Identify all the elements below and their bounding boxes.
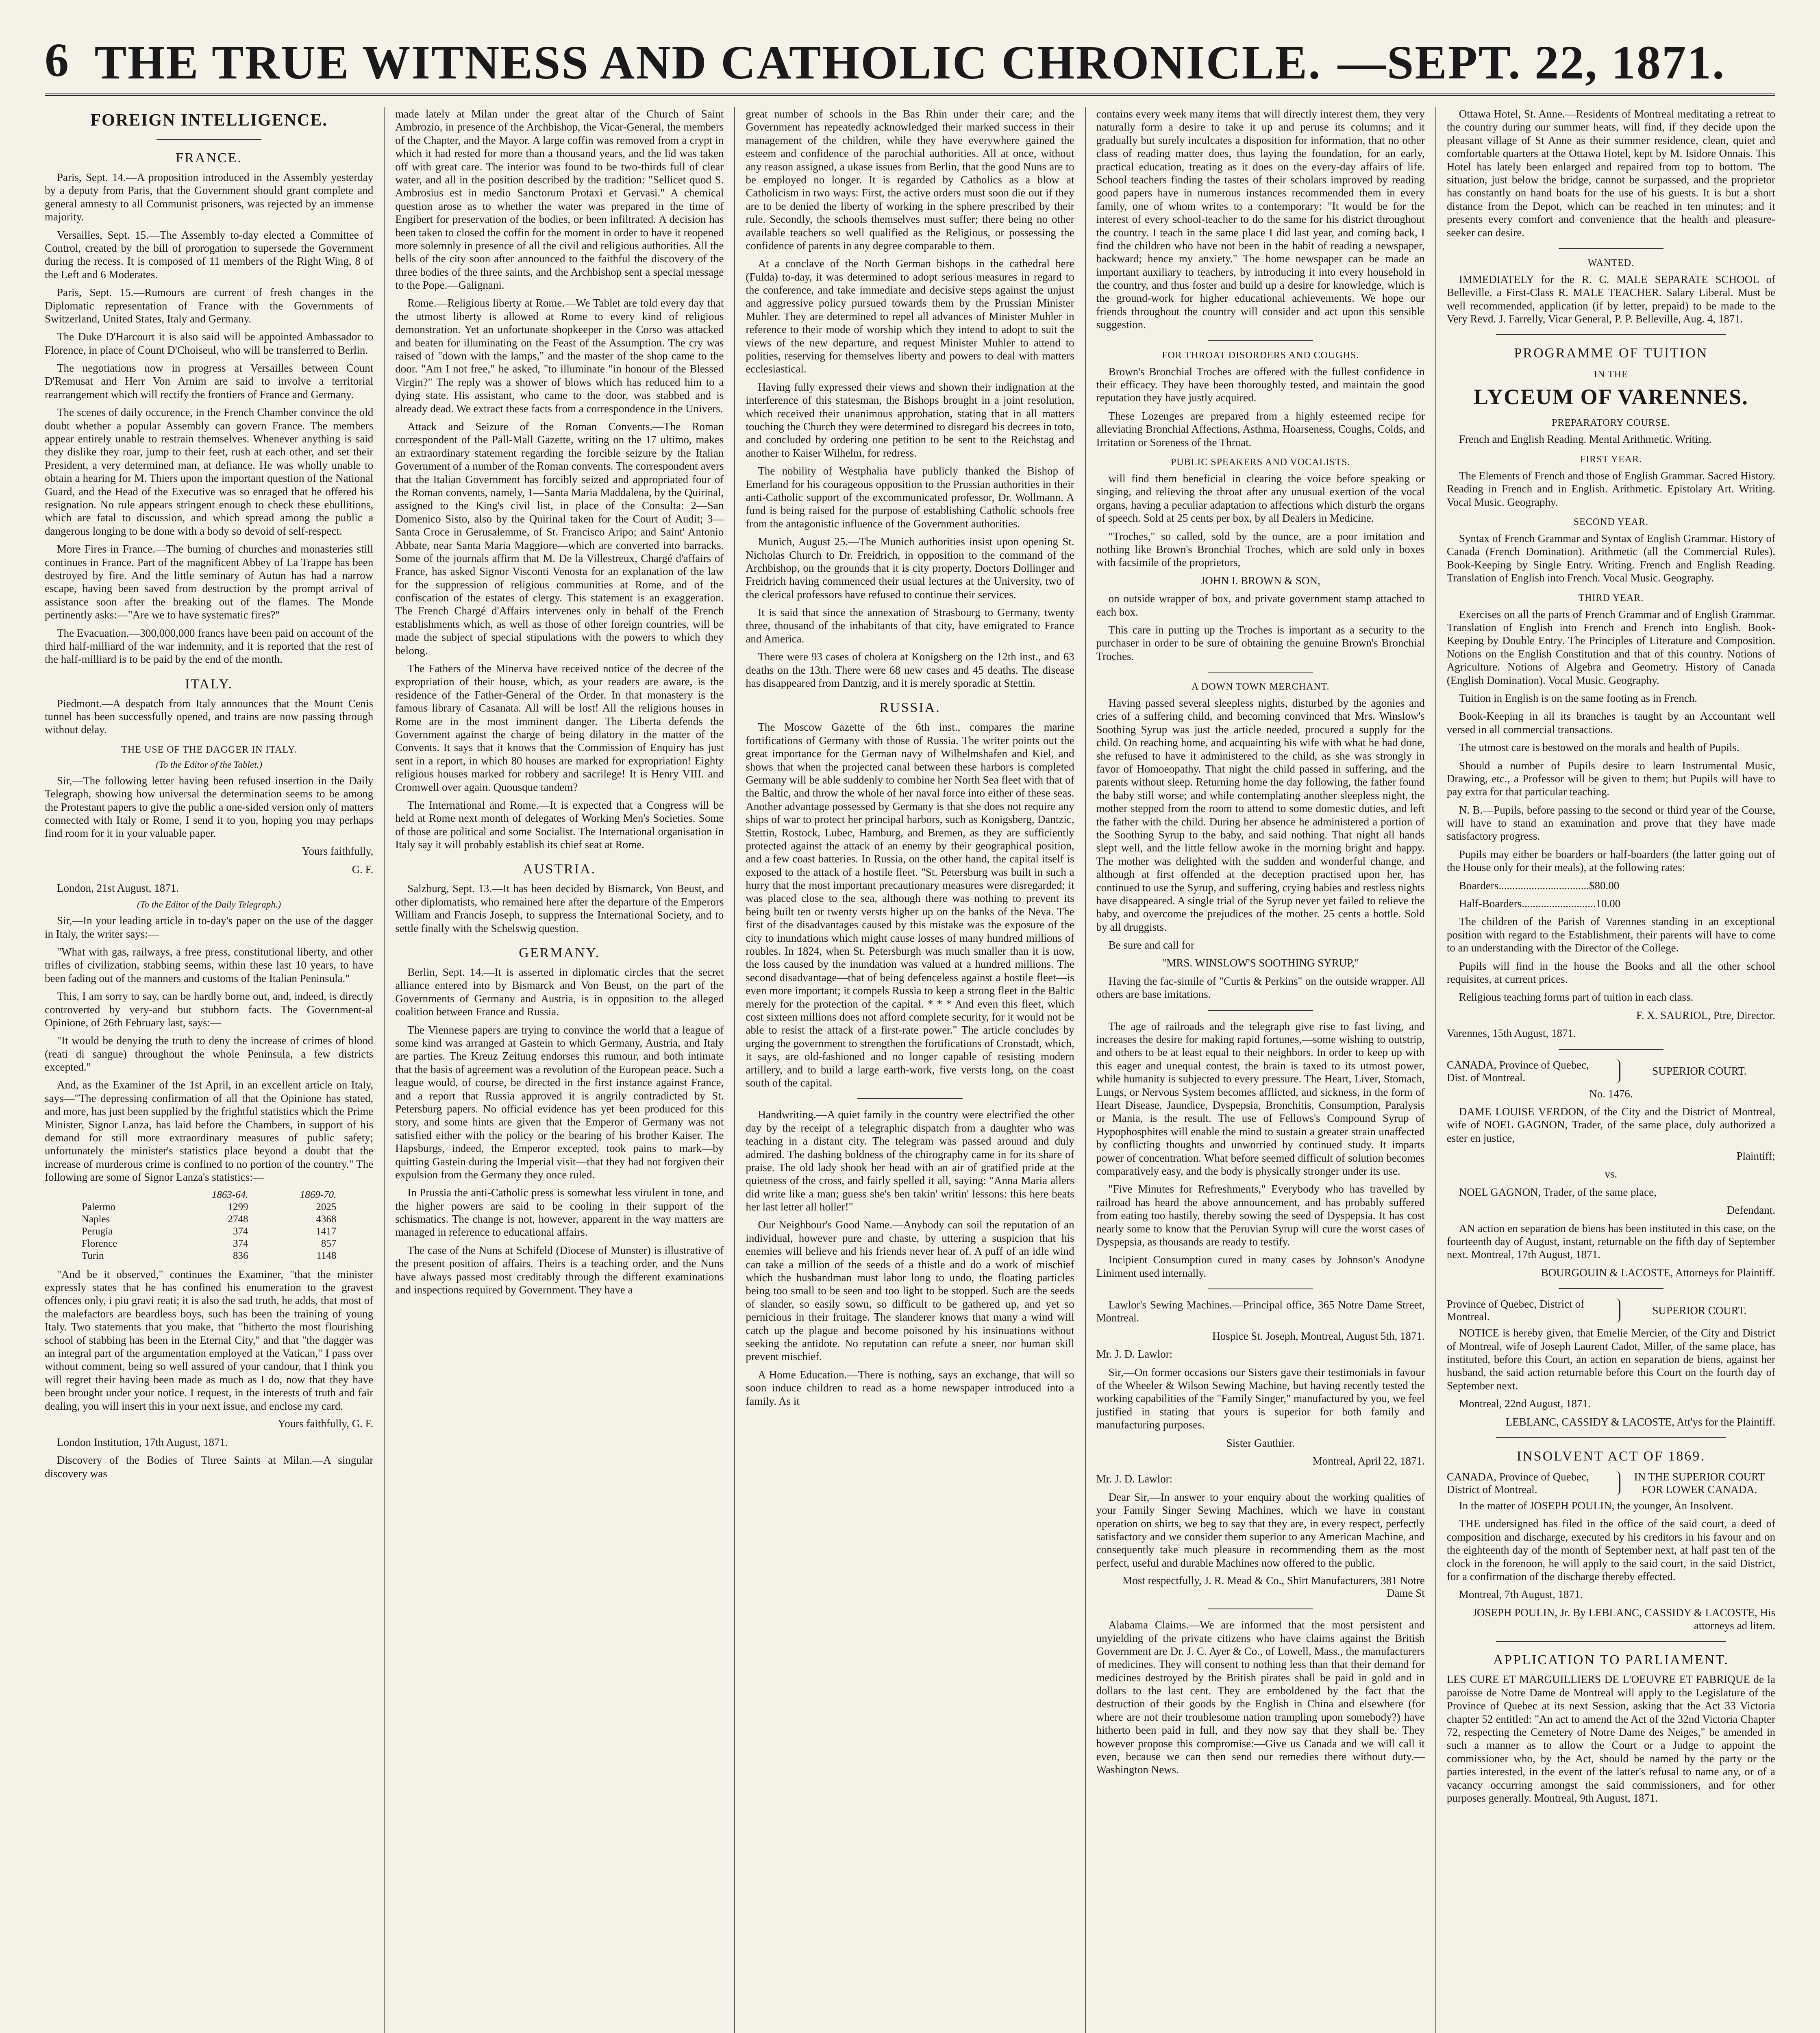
centered-line: Sister Gauthier.: [1226, 1437, 1295, 1449]
centered-line: No. 1476.: [1589, 1087, 1633, 1100]
right-line: JOSEPH POULIN, Jr. By LEBLANC, CASSIDY & LACOSTE, His attorneys ad litem.: [1472, 1606, 1776, 1632]
stats-row: [78, 1225, 341, 1238]
divider: [1208, 340, 1313, 341]
centered-line: vs.: [1605, 1168, 1618, 1180]
paragraph: contains every week many items that will directly interest them, they very naturally form a desire to take it up and peruse its columns; and it gradually but surely inculcates a disposition for information, that no other class of reading matter does, thus laying the foundation, for an early, practical education, treating as it does on the every-day affairs of life. School teachers finding the tastes of their scholars improved by reading good papers have in numerous instances recommended them in every family, one of whom writes to a contemporary: "It would be for the interest of every school-teacher to do the same for his district throughout the country. I teach in the same place I did last year, and coming back, I find the children who have not been in the habit of reading a newspaper, backward; hence my anxiety." The home newspaper can be made an important auxiliary to teachers, by introducing it into every household in the country, and thus foster and build up a desire for knowledge, which is the ground-work for higher educational achievements. We hope our friends throughout the country will consider and act upon this sensible suggestion.: [1096, 108, 1425, 331]
stats-value: 4368: [316, 1213, 337, 1225]
paragraph: The Duke D'Harcourt it is also said will be appointed Ambassador to Florence, in place of Count D'Choiseul, who will be transferred to Berlin.: [45, 331, 374, 356]
court-jurisdiction: CANADA, Province of Quebec, District of Montreal.: [1446, 1470, 1589, 1495]
brace: [1614, 1298, 1620, 1323]
right-line: Defendant.: [1726, 1204, 1776, 1217]
section-heading: FRANCE.: [176, 150, 242, 165]
columns: [45, 107, 1775, 2033]
paragraph: NOTICE is hereby given, that Emelie Mercier, of the City and District of Montreal, wife of Joseph Laurent Cadot, Miller, of the same place, has instituted, before this Court, an action en separation de biens, against her husband, the said action returnable before this Court on the fourth day of September next.: [1446, 1327, 1776, 1392]
paragraph: Discovery of the Bodies of Three Saints at Milan.—A singular discovery was: [45, 1454, 374, 1480]
divider: [1559, 1288, 1664, 1289]
stats-value: 1148: [316, 1250, 337, 1261]
stats-value: 836: [233, 1250, 248, 1261]
paragraph: "What with gas, railways, a free press, constitutional liberty, and other trifles of civilization, stabbing seems, within these last 10 years, to have been fading out of the manners and customs of the Italian Peninsula.": [45, 945, 374, 984]
paragraph: The case of the Nuns at Schifeld (Diocese of Munster) is illustrative of the present position of affairs. Theirs is a teaching order, and the Nuns have always passed most creditably through the different examinations and inspections required by Government. They have a: [395, 1244, 724, 1296]
section-heading: GERMANY.: [519, 945, 600, 961]
paragraph: Sir,—In your leading article in to-day's paper on the use of the dagger in Italy, the writer says:—: [45, 914, 374, 940]
paragraph: Should a number of Pupils desire to learn Instrumental Music, Drawing, etc., a Professor will be given to them; but Pupils will have to pay extra for that particular teaching.: [1446, 759, 1776, 798]
stats-place: Turin: [81, 1250, 104, 1261]
divider: [1208, 1010, 1313, 1011]
paragraph: These Lozenges are prepared from a highly esteemed recipe for alleviating Bronchial Affections, Asthma, Hoarseness, Coughs, Colds, and Irritation or Soreness of the Throat.: [1096, 409, 1425, 448]
right-line: BOURGOUIN & LACOSTE, Attorneys for Plaintiff.: [1541, 1266, 1776, 1279]
paragraph: It is said that since the annexation of Strasbourg to Germany, twenty three, thousand of the inhabitants of that city, have emigrated to France and America.: [746, 606, 1074, 645]
court-name: SUPERIOR COURT.: [1652, 1304, 1747, 1317]
paragraph: Paris, Sept. 14.—A proposition introduced in the Assembly yesterday by a deputy from Paris, that the Government should grant complete and general amnesty to all Communist prisoners, was rejected by an immense majority.: [45, 171, 374, 223]
paragraph: "Troches," so called, sold by the ounce, are a poor imitation and nothing like Brown's Bronchial Troches, which are sold only in boxes with facsimile of the proprietors,: [1096, 530, 1425, 569]
paragraph: Book-Keeping in all its branches is taught by an Accountant well versed in all commercial transactions.: [1446, 710, 1776, 736]
paragraph: Pupils will find in the house the Books and all the other school requisites, at current prices.: [1446, 960, 1776, 985]
stats-value: 1299: [228, 1201, 248, 1212]
signature: Yours faithfully,: [302, 845, 374, 857]
right-line: LEBLANC, CASSIDY & LACOSTE, Att'ys for the Plaintiff.: [1505, 1415, 1776, 1428]
section-heading: PROGRAMME OF TUITION: [1514, 346, 1708, 361]
paragraph: Varennes, 15th August, 1871.: [1446, 1027, 1576, 1040]
column-3: [734, 107, 1085, 2033]
paragraph: Be sure and call for: [1108, 939, 1195, 951]
paragraph: At a conclave of the North German bishops in the cathedral here (Fulda) to-day, it was determined to adopt serious measures in regard to the conference, and take immediate and decisive steps against the unjust and aggressive policy pursued towards them by the Prussian Minister Muhler. They are determined to repel all advances of Minister Muhler in reference to their mode of worship which they intend to adopt to suit the views of the new departure, and request Minister Muhler to attend to polities, reserving for themselves liberty and powers to deal with matters ecclesiastical.: [746, 257, 1074, 375]
paragraph: Incipient Consumption cured in many cases by Johnson's Anodyne Liniment used internally.: [1096, 1254, 1425, 1279]
paragraph: And, as the Examiner of the 1st April, in an excellent article on Italy, says—"The depressing confirmation of all that the Opinione has stated, and more, has just been supplied by the frightful statistics which the Prime Minister, Signor Lanza, has laid before the Chambers, in support of his demand for still more extraordinary measures of public safety; unfortunately the minister's statistics place beyond a doubt that the increase of murderous crime is confined to no portion of the country." The following are some of Signor Lanza's statistics:—: [45, 1079, 374, 1184]
article-heading: THE USE OF THE DAGGER IN ITALY.: [121, 744, 297, 755]
paragraph: Our Neighbour's Good Name.—Anybody can soil the reputation of an individual, however pure and chaste, by uttering a suspicion that his enemies will believe and his friends never hear of. A puff of an idle wind can take a million of the seeds of a thistle and do a work of mischief which the husbandman must labor long to undo, the floating particles being too small to be seen and too light to be stopped. Such are the seeds of slander, so easily sown, so difficult to be gathered up, and yet so pernicious in their fruitage. The slanderer knows that many a wind will catch up the plague and become poisoned by his insinuations without seeking the antidote. No reputation can refute a sneer, nor human skill prevent mischief.: [746, 1219, 1074, 1363]
column-2: [384, 107, 734, 2033]
right-line: Hospice St. Joseph, Montreal, August 5th, 1871.: [1212, 1330, 1425, 1342]
stats-value: 2025: [316, 1201, 337, 1212]
court-jurisdiction: CANADA, Province of Quebec, Dist. of Montreal.: [1446, 1058, 1589, 1084]
stats-place: Perugia: [81, 1225, 113, 1237]
paragraph: Montreal, 7th August, 1871.: [1459, 1588, 1583, 1601]
paragraph: Piedmont.—A despatch from Italy announces that the Mount Cenis tunnel has been successfully opened, and trains are now passing through without delay.: [45, 697, 374, 736]
signature: Most respectfully, J. R. Mead & Co., Shirt Manufacturers, 381 Notre Dame St: [1122, 1574, 1425, 1600]
paragraph: This care in putting up the Troches is important as a security to the purchaser in order to be sure of obtaining the genuine Brown's Bronchial Troches.: [1096, 623, 1425, 662]
paragraph: Rome.—Religious liberty at Rome.—We Tablet are told every day that the utmost liberty is allowed at Rome to every kind of religious demonstration. Yet an unfortunate shopkeeper in the Corso was attacked and beaten for illuminating on the Feast of the Assumption. The cry was raised of "down with the lamps," and the master of the shop came to the door. "Am I not free," he asked, "to illuminate "in honour of the Blessed Virgin?" The reply was a shower of blows which has reduced him to a dying state. His assistant, who came to the door, was stabbed and is already dead. We extract these facts from a correspondence in the Univers.: [395, 297, 724, 415]
paragraph: The age of railroads and the telegraph give rise to fast living, and increases the desire for making rapid fortunes,—some wishing to outstrip, and others to be at least equal to their neighbors. In order to keep up with this eager and unequal contest, the brain is taxed to its utmost power, while humanity is subjected to every pressure. The Heart, Liver, Stomach, Lungs, or Nervous System becomes afflicted, and sickness, in the form of Heart Disease, Jaundice, Dyspepsia, Bronchitis, Consumption, Paralysis or Mania, is the result. The use of Fellows's Compound Syrup of Hypophosphites will enable the mind to sustain a greater strain unaffected by conflicting thoughts and unworried by continued study. It imparts power of concentration. What before seemed difficult of solution becomes comparatively easy, and the body is physically stronger under its use.: [1096, 1020, 1425, 1177]
paragraph: Brown's Bronchial Troches are offered with the fullest confidence in their efficacy. They have been thoroughly tested, and maintain the good reputation they have justly acquired.: [1096, 365, 1425, 404]
paragraph: There were 93 cases of cholera at Konigsberg on the 12th inst., and 63 deaths on the 13th. There were 68 new cases and 45 deaths. The disease has disappeared from Dantzig, and it is merely sporadic at Stettin.: [746, 651, 1074, 690]
paragraph: The International and Rome.—It is expected that a Congress will be held at Rome next month of delegates of Working Men's Societies. Some of those are political and some Socialist. The International organisation in Italy say it will probably establish its chief seat at Rome.: [395, 799, 724, 851]
newspaper-name: THE TRUE WITNESS AND CATHOLIC CHRONICLE.: [94, 36, 1322, 89]
newspaper-title: [94, 35, 1725, 94]
paragraph: More Fires in France.—The burning of churches and monasteries still continues in France. Part of the magnificent Abbey of La Trappe has been destroyed by fire. And the little seminary of Autun has had a narrow escape, having been saved from destruction by the prompt arrival of assistance soon after the breaking out of the flames. The Monde pertinently asks:—"Are we to have systematic fires?": [45, 543, 374, 621]
section-heading: ITALY.: [185, 676, 233, 692]
stats-place: Florence: [81, 1238, 117, 1249]
paragraph: Handwriting.—A quiet family in the country were electrified the other day by the receipt of a telegraphic dispatch from a daughter who was teaching in a distant city. The telegram was passed around and duly admired. The dashing boldness of the chirography came in for its share of praise. The old lady shook her head with an air of gratified pride at the quietness of the cross, and fairly spelled it all, saying: "Anna Maria allers did write like a man; guess she's ben takin' writin' lessons: this here beats her last letter all holler!": [746, 1108, 1074, 1213]
paragraph: AN action en separation de biens has been instituted in this case, on the fourteenth day of August, instant, returnable on the fifth day of September next. Montreal, 17th August, 1871.: [1446, 1222, 1776, 1261]
paragraph: LES CURE ET MARGUILLIERS DE L'OEUVRE ET FABRIQUE de la paroisse de Notre Dame de Montreal will apply to the Legislature of the Province of Quebec at its next Session, asking that the Act 33 Victoria chapter 52 entitled: "An act to amend the Act of the 32nd Victoria Chapter 72, respecting the Cemetery of Notre Dame des Neiges," be amended in such a manner as to allow the Court or a Judge to appoint the commissioner who, by the Act, should be named by the party or the parties interested, in the event of the latter's refusal to name any, or of a vacancy occurring amongst the said commissioners, and for other purposes generally. Montreal, 9th August, 1871.: [1446, 1673, 1776, 1804]
section-heading: AUSTRIA.: [523, 862, 596, 877]
paragraph: Sir,—On former occasions our Sisters gave their testimonials in favour of the Wheeler & Wilson Sewing Machine, but having recently tested the working capabilities of the "Family Singer," manufactured by you, we feel justified in stating that yours is superior for both family and manufacturing purposes.: [1096, 1366, 1425, 1431]
masthead: [45, 20, 1775, 96]
paragraph: Tuition in English is on the same footing as in French.: [1459, 692, 1698, 704]
paragraph: A Home Education.—There is nothing, says an exchange, that will so soon induce children to read as a home newspaper introduced into a family. As it: [746, 1368, 1074, 1407]
paragraph: DAME LOUISE VERDON, of the City and the District of Montreal, wife of NOEL GAGNON, Trader, of the same place, duly authorized a ester en justice,: [1446, 1105, 1776, 1144]
section-heading: INSOLVENT ACT OF 1869.: [1516, 1448, 1705, 1464]
paragraph: This, I am sorry to say, can be hardly borne out, and, indeed, is directly controverted by very-and but stubborn facts. The Government-al Opinione, of 26th February last, says:—: [45, 990, 374, 1029]
paragraph: Salzburg, Sept. 13.—It has been decided by Bismarck, Von Beust, and other diplomatists, who remained here after the departure of the Emperors William and Francis Joseph, to suppress the International Society, and to settle finally with the Schelswig question.: [395, 882, 724, 934]
right-line: Plaintiff;: [1736, 1150, 1776, 1162]
article-heading: FOR THROAT DISORDERS AND COUGHS.: [1162, 350, 1359, 361]
paragraph: The Viennese papers are trying to convince the world that a league of some kind was arranged at Gastein to which Germany, Austria, and Italy are parties. The Kreuz Zeitung endorses this rumour, and both intimate that the basis of agreement was a revolution of the European peace. Such a league would, of course, be directed in the first instance against France, and a report that Russia approved it is angrily contradicted by St. Petersburg papers. No official evidence has yet been produced for this story, and some hints are given that the Emperor of Germany was not satisfied either with the policy or the bearing of his brother Kaiser. The Hapsburgs, indeed, the Emperor excepted, took pains to mark—by quitting Gastein during the Imperial visit—that they had not forgiven their expulsion from the Germany they once ruled.: [395, 1023, 724, 1181]
paragraph: Religious teaching forms part of tuition in each class.: [1459, 991, 1694, 1003]
paragraph: The utmost care is bestowed on the morals and health of Pupils.: [1459, 741, 1740, 754]
paragraph: The scenes of daily occurence, in the French Chamber convince the old doubt whether a popular Assembly can govern France. The members appear entirely unable to restrain themselves. Whenever anything is said they dislike they roar, jump to their feet, rush at each other, and set their President, a very determined man, at defiance. He was wholly unable to obtain a hearing for M. Thiers upon the important question of the National Guard, and the Head of the Executive was so enraged that he offered his resignation. No rule appears stringent enough to check these ebullitions, which are fatal to discussion, and which spread among the public a dangerous longing to be done with a body so devoid of self-respect.: [45, 406, 374, 537]
paragraph: Half-Boarders...........................10.00: [1459, 897, 1621, 910]
brace: [1614, 1471, 1620, 1495]
paragraph: Paris, Sept. 15.—Rumours are current of fresh changes in the Diplomatic representation of France with the Governments of Switzerland, United States, Italy and Germany.: [45, 286, 374, 325]
paragraph: made lately at Milan under the great altar of the Church of Saint Ambrozio, in presence of the Archbishop, the Vicar-General, the members of the Chapter, and the Mayor. A large coffin was removed from a crypt in which it had rested for more than a thousand years, and the lid was taken off with great care. The interior was found to be two-thirds full of clear water, and all in the position described by the tradition: "Sellicet quod S. Ambrosius est in medio Sanctorum Protaxi et Gervasi." A chemical question arose as to whether the water was prepared in the time of Engibert for preservation of the bodies, or been infiltrated. A decision has been taken to closed the coffin for the moment in order to have it reopened more solemnly in presence of all the civil and religious authorities. All the bells of the city soon after announced to the faithful the discovery of the three bodies of the three saints, and the Archbishop sent a special message to the Pope.—Galignani.: [395, 108, 724, 292]
divider: [1496, 334, 1726, 335]
article-heading: PREPARATORY COURSE.: [1552, 418, 1670, 429]
paragraph: The Evacuation.—300,000,000 francs have been paid on account of the third half-milliard of the war indemnity, and it is reported that the rest of the half-milliard is to be paid by the end of the month.: [45, 627, 374, 666]
paragraph: Mr. J. D. Lawlor:: [1096, 1473, 1173, 1485]
paragraph: The Fathers of the Minerva have received notice of the decree of the expropriation of their house, which, as your readers are aware, is the residence of the Father-General of the Order. In that monastery is the famous library of Casanata. All will be lost! All the religious houses in Rome are in the most imminent danger. The Liberta defends the Government against the charge of being dilatory in the matter of the Convents. It says that it knows that the Commission of Enquiry has just sent in a report, in which 80 houses are marked for expropriation! Eighty religious houses marked for robbery and sacrilege! It is Henry VIII. and Cromwell over again. Quousque tandem?: [395, 662, 724, 793]
paragraph: N. B.—Pupils, before passing to the second or third year of the Course, will have to stand an examination and prove that they have made satisfactory progress.: [1446, 803, 1776, 842]
paragraph: In the matter of JOSEPH POULIN, the younger, An Insolvent.: [1459, 1499, 1734, 1512]
paragraph: great number of schools in the Bas Rhin under their care; and the Government has repeatedly acknowledged their marked success in their management of the children, while they have everywhere gained the esteem and confidence of the parochial authorities. All at once, without any reason assigned, a ukase issues from Berlin, that the good Nuns are to be employed no longer. It is regarded by Catholics as a blow at Catholicism in two ways: First, the active orders must soon die out if they are to be denied the liberty of working in the sphere prescribed by their rule. Secondly, the schools themselves must suffer; there being no other available teachers so well qualified as the Religious, or possessing the confidence of parents in any degree comparable to them.: [746, 108, 1074, 252]
paragraph: Berlin, Sept. 14.—It is asserted in diplomatic circles that the secret alliance entered into by Bismarck and Von Beust, on the part of the Governments of Germany and Austria, is in opposition to the alleged coalition between France and Russia.: [395, 966, 724, 1018]
divider: [1208, 672, 1313, 673]
paragraph: Sir,—The following letter having been refused insertion in the Daily Telegraph, showing how universal the determination seems to be among the Protestant papers to give the public a one-sided version only of matters connected with Italy or Rome, I send it to you, hoping you may perhaps find room for it in your valuable paper.: [45, 774, 374, 840]
court-jurisdiction: Province of Quebec, District of Montreal.: [1446, 1298, 1584, 1323]
article-heading: THIRD YEAR.: [1578, 592, 1644, 603]
stats-corner: [78, 1189, 164, 1201]
paragraph: on outside wrapper of box, and private government stamp attached to each box.: [1096, 592, 1425, 618]
right-line: F. X. SAURIOL, Ptre, Director.: [1636, 1009, 1776, 1021]
paragraph: Versailles, Sept. 15.—The Assembly to-day elected a Committee of Control, created by the bill of prorogation to supersede the Government during the recess. It is composed of 11 members of the Right Wing, 8 of the Left and 6 Moderates.: [45, 229, 374, 281]
stats-year-header: 1863-64.: [211, 1189, 248, 1200]
paragraph: "And be it observed," continues the Examiner, "that the minister expressly states that he has confined his enumeration to the gravest offences only, i piu gravi reati; it is also the sad truth, he adds, that most of the malefactors are beardless boys, such has been the training of young Italy. Two statements that you make, that "hitherto the most flourishing school of stabbing has been in the Eternal City," and that "the dagger was an integral part of the argumentation employed at the Vatican," I pass over without comment, being so well assured of your candour, that I think you will regret their having been made as much as I do, now that they have been brought under your notice. I request, in the interests of truth and fair dealing, you will insert this in your next issue, and enclose my card.: [45, 1268, 374, 1412]
editor-line: (To the Editor of the Daily Telegraph.): [137, 899, 281, 910]
court-heading: [1447, 1059, 1775, 1084]
divider: [1496, 1437, 1726, 1438]
article-heading: WANTED.: [1587, 257, 1635, 268]
paragraph: Mr. J. D. Lawlor:: [1096, 1348, 1173, 1360]
article-heading: FIRST YEAR.: [1580, 454, 1642, 465]
stats-year-header: 1869-70.: [300, 1189, 337, 1200]
paragraph: London, 21st August, 1871.: [57, 882, 179, 894]
divider: [1559, 248, 1664, 249]
paragraph: The Elements of French and those of English Grammar. Sacred History. Reading in French and in English. Arithmetic. Epistolary Art. Writing. Vocal Music. Geography.: [1446, 469, 1776, 508]
page-number: 6: [45, 33, 69, 87]
paragraph: The nobility of Westphalia have publicly thanked the Bishop of Emerland for his courageous opposition to the Prussian authorities in their anti-Catholic support of the excommunicated professor, Dr. Wollmann. A fund is being raised for the purpose of establishing Catholic schools free from the antagonistic influence of the Government authorities.: [746, 465, 1074, 530]
signature: G. F.: [352, 863, 374, 875]
paragraph: Attack and Seizure of the Roman Convents.—The Roman correspondent of the Pall-Mall Gazette, writing on the 17 ultimo, makes an extraordinary statement regarding the forcible seizure by the Italian Government of a number of the Roman convents. The correspondent avers that the Italian Government has forcibly seized and appropriated four of the Roman convents, namely, 1—Santa Maria Maddalena, by the Quirinal, assigned to the King's civil list, in place of the Consulta: 2—San Domenico Sisto, also by the Quirinal taken for the Court of Audit; 3—Santa Croce in Gerusalemme, of St. Francisco Aripo; and Saint' Antonio Abbate, near Santa Maria Maggiore—which are converted into barracks. Some of the journals affirm that M. De la Villestreux, Chargé d'affairs of France, has asked Signor Visconti Venosta for an explanation of the law for the suppression of religious communities at Rome, and of the confiscation of the estates of clergy. This statement is an exaggeration. The French Chargé d'Affairs intervenes only in behalf of the French establishments which, as well as those of other foreign countries, will be made the subject of special stipulations with the powers to which they belong.: [395, 420, 724, 657]
paragraph: The negotiations now in progress at Versailles between Count D'Remusat and Herr Von Arnim are said to involve a territorial rearrangement which will rectify the frontiers of France and Germany.: [45, 362, 374, 401]
centered-line: JOHN I. BROWN & SON,: [1200, 574, 1320, 587]
centered-line: "MRS. WINSLOW'S SOOTHING SYRUP,": [1162, 957, 1359, 969]
court-name: IN THE SUPERIOR COURT FOR LOWER CANADA.: [1634, 1470, 1765, 1495]
column-5: [1435, 107, 1775, 2033]
paragraph: Pupils may either be boarders or half-boarders (the latter going out of the House only for their meals), at the following rates:: [1446, 848, 1776, 874]
column-4: [1085, 107, 1435, 2033]
stats-place: Naples: [81, 1213, 110, 1225]
paragraph: Munich, August 25.—The Munich authorities insist upon opening St. Nicholas Church to Dr. Freidrich, in opposition to the command of the Archbishop, on the grounds that it is city property. Doctors Dollinger and Freidrich having commenced their usual lectures at the University, two of the clerical professors have refused to continue their services.: [746, 535, 1074, 601]
paragraph: Lawlor's Sewing Machines.—Principal office, 365 Notre Dame Street, Montreal.: [1096, 1299, 1425, 1324]
stats-value: 2748: [228, 1213, 248, 1225]
paragraph: "Five Minutes for Refreshments," Everybody who has travelled by railroad has heard the above announcement, and has probably suffered from eating too hastily, thereby sowing the seed of Dyspepsia. It has cost nearly some to know that the Peruvian Syrup will cure the worst cases of Dyspepsia, as thousands are ready to testify.: [1096, 1183, 1425, 1248]
paragraph: In Prussia the anti-Catholic press is somewhat less virulent in tone, and the higher powers are said to be cooling in their support of the schismatics. The change is not, however, apparent in the way matters are managed in reference to educational affairs.: [395, 1186, 724, 1239]
stats-value: 374: [233, 1238, 248, 1249]
paragraph: The children of the Parish of Varennes standing in an exceptional position with regard to the Establishment, their parents will have to come to an understanding with the Director of the College.: [1446, 915, 1776, 954]
divider: [857, 1098, 963, 1099]
article-heading: SECOND YEAR.: [1573, 517, 1649, 528]
court-heading: [1447, 1471, 1775, 1496]
stats-row: [78, 1213, 341, 1225]
stats-value: 1417: [316, 1225, 337, 1237]
stats-value: 374: [233, 1225, 248, 1237]
paragraph: The Moscow Gazette of the 6th inst., compares the marine fortifications of Germany with those of Russia. The writer points out the great importance for the German navy of Wilhelmshafen and Kiel, and shows that when the projected canal between these harbors is completed Germany will be able suddenly to combine her North Sea fleet with that of the Baltic, and throw the whole of her naval force into either of these seas. Another advantage possessed by Germany is that she does not require any ships of war to protect her principal harbors, such as Konigsberg, Dantzic, Stettin, Rostock, Lubec, Hamburg, and Bremen, as they are sufficiently protected against the attack of an enemy by their geographical position, and a few coast batteries. In Russia, on the other hand, the capital itself is exposed to the attack of a hostile fleet. "St. Petersburg was built in such a hurry that the most important precautionary measures were disregarded; it was placed close to the sea, although there was nothing to prevent its being built ten or twenty versts higher up on the banks of the Neva. The first of the disadvantages caused by this mistake was the exposure of the city to inundations which might cause losses of many hundred millions of roubles. In 1824, when St. Petersburgh was much smaller than it is now, the loss caused by the inundation was valued at a hundred millions. The second disadvantage—that of being defenceless against a hostile fleet—is even more important; it compels Russia to keep a strong fleet in the Baltic merely for the protection of the capital. * * * And even this fleet, which cost sixteen millions does not afford complete security, for it would not be able to resist the attack of a first-rate power." The article concludes by urging the government to strengthen the fortifications of Cronstadt, which, it says, are old-fashioned and no longer capable of resisting modern artillery, and to build a large earth-work, five versts long, on the coast south of the capital.: [746, 721, 1074, 1089]
paragraph: London Institution, 17th August, 1871.: [57, 1436, 228, 1448]
display-heading: LYCEUM OF VARENNES.: [1474, 385, 1748, 409]
paragraph: IMMEDIATELY for the R. C. MALE SEPARATE SCHOOL of Belleville, a First-Class R. MALE TEACHER. Salary Liberal. Must be well recommended, application (if by letter, prepaid) to be made to the Very Revd. J. Farrelly, Vicar General, P. P. Belleville, Aug. 4, 1871.: [1446, 273, 1776, 325]
section-heading: FOREIGN INTELLIGENCE.: [90, 111, 328, 130]
stats-row: [78, 1201, 341, 1213]
divider: [1559, 1049, 1664, 1050]
editor-line: (To the Editor of the Tablet.): [156, 759, 262, 770]
paragraph: Having the fac-simile of "Curtis & Perkins" on the outside wrapper. All others are base imitations.: [1096, 975, 1425, 1001]
section-heading: RUSSIA.: [879, 700, 941, 716]
paragraph: Dear Sir,—In answer to your enquiry about the working qualities of your Family Singer Sewing Machines, which we have in constant operation on shirts, we beg to say that they are, in every respect, perfectly satisfactory and we consider them superior to any American Machine, and consequently take much pleasure in recommending them as the most perfect, useful and durable Machines now offered to the public.: [1096, 1491, 1425, 1569]
paragraph: French and English Reading. Mental Arithmetic. Writing.: [1459, 433, 1712, 446]
paragraph: Syntax of French Grammar and Syntax of English Grammar. History of Canada (French Domination). Arithmetic (all the Commercial Rules). Book-Keeping by Single Entry. Writing. French and English Reading. Translation of English into French. Vocal Music. Geography.: [1446, 532, 1776, 584]
article-heading: IN THE: [1594, 369, 1628, 380]
right-line: Montreal, April 22, 1871.: [1312, 1454, 1425, 1467]
paragraph: Montreal, 22nd August, 1871.: [1459, 1397, 1591, 1410]
paragraph: "It would be denying the truth to deny the increase of crimes of blood (reati di sangue) throughout the whole Peninsula, a few districts excepted.": [45, 1034, 374, 1073]
paragraph: Having fully expressed their views and shown their indignation at the interference of this statesman, the Bishops brought in a joint resolution, which received their unanimous approbation, stating that in all matters touching the Church they were determined to disregard his decrees in toto, and concluded by ordering one petition to be sent to the Reichstag and another to Kaiser Wilhelm, for redress.: [746, 381, 1074, 459]
article-heading: PUBLIC SPEAKERS AND VOCALISTS.: [1170, 457, 1350, 468]
paragraph: Alabama Claims.—We are informed that the most persistent and unyielding of the private citizens who have claims against the British Government are Dr. J. C. Ayer & Co., of Lowell, Mass., the manufacturers of medicines. They will consent to nothing less than that their demand for medicines destroyed by the British pirates shall be paid in gold and in dollars to the last cent. They are emboldened by the fact that the destruction of their goods by the English in China and elsewhere (for where are not their troublesome nation trampling upon somebody?) have hitherto been paid in full, and they now say that they shall be. They however propose this compromise:—Give us Canada and we will call it even, because we can then send our remedies there without duty.—Washington News.: [1096, 1619, 1425, 1776]
stats-value: 857: [321, 1238, 337, 1249]
paragraph: NOEL GAGNON, Trader, of the same place,: [1459, 1186, 1657, 1198]
stats-row: [78, 1238, 341, 1250]
divider: [1496, 1641, 1726, 1642]
paragraph: THE undersigned has filed in the office of the said court, a deed of composition and discharge, executed by his creditors in his favour and on the eighteenth day of the month of September next, at half past ten of the clock in the forenoon, he will apply to the said court, in the said District, for a confirmation of the discharge thereby effected.: [1446, 1517, 1776, 1582]
paragraph: will find them beneficial in clearing the voice before speaking or singing, and relieving the throat after any unusual exertion of the vocal organs, having a peculiar adaptation to affections which disturb the organs of speech. Sold at 25 cents per box, by all Dealers in Medicine.: [1096, 472, 1425, 525]
paragraph: Exercises on all the parts of French Grammar and of English Grammar. Translation of English into French and French into English. Book-Keeping by Double Entry. The Principles of Literature and Composition. Notions on the English Constitution and that of this country. Notions of Agriculture. Notions of Algebra and Geometry. History of Canada (English Domination). Vocal Music. Geography.: [1446, 608, 1776, 686]
divider: [157, 139, 262, 140]
issue-date: —SEPT. 22, 1871.: [1337, 36, 1726, 89]
court-name: SUPERIOR COURT.: [1652, 1065, 1747, 1077]
court-heading: [1447, 1298, 1775, 1323]
statistics-table: [78, 1189, 341, 1262]
stats-row: [78, 1250, 341, 1262]
paragraph: Ottawa Hotel, St. Anne.—Residents of Montreal meditating a retreat to the country during our summer heats, will find, if they decide upon the pleasant village of St Anne as their summer residence, clean, quiet and comfortable quarters at the Ottawa Hotel, kept by M. Isidore Onnais. This Hotel has lately been enlarged and repaired from top to bottom. The situation, just below the bridge, cannot be surpassed, and the proprietor has constantly on hand boats for the use of his guests. It is but a short distance from the Depot, which can be reached in ten minutes; and it presents every comfort and convenience that the health and pleasure-seeker can desire.: [1446, 108, 1776, 239]
article-heading: A DOWN TOWN MERCHANT.: [1191, 681, 1330, 692]
column-1: [45, 107, 384, 2033]
signature: Yours faithfully, G. F.: [278, 1417, 374, 1430]
paragraph: Having passed several sleepless nights, disturbed by the agonies and cries of a suffering child, and becoming convinced that Mrs. Winslow's Soothing Syrup was just the article needed, procured a supply for the child. On reaching home, and acquainting his wife with what he had done, she refused to have it administered to the child, as she was strongly in favor of Homoeopathy. That night the child passed in suffering, and the parents without sleep. Returning home the day following, the father found the baby still worse; and while contemplating another sleepless night, the mother stepped from the room to attend to some domestic duties, and left the father with the child. During her absence he administered a portion of the Soothing Syrup to the baby, and said nothing. That night all hands slept well, and the little fellow awoke in the morning bright and happy. The mother was delighted with the sudden and wonderful change, and although at first offended at the deception practised upon her, has continued to use the Syrup, and suffering, crying babies and restless nights have disappeared. A single trial of the Syrup never yet failed to relieve the baby, and overcome the prejudices of the mother. 25 cents a bottle. Sold by all druggists.: [1096, 697, 1425, 933]
paragraph: Boarders.................................$80.00: [1459, 879, 1620, 892]
brace: [1614, 1059, 1620, 1084]
section-heading: APPLICATION TO PARLIAMENT.: [1493, 1652, 1729, 1668]
stats-place: Palermo: [81, 1201, 116, 1212]
